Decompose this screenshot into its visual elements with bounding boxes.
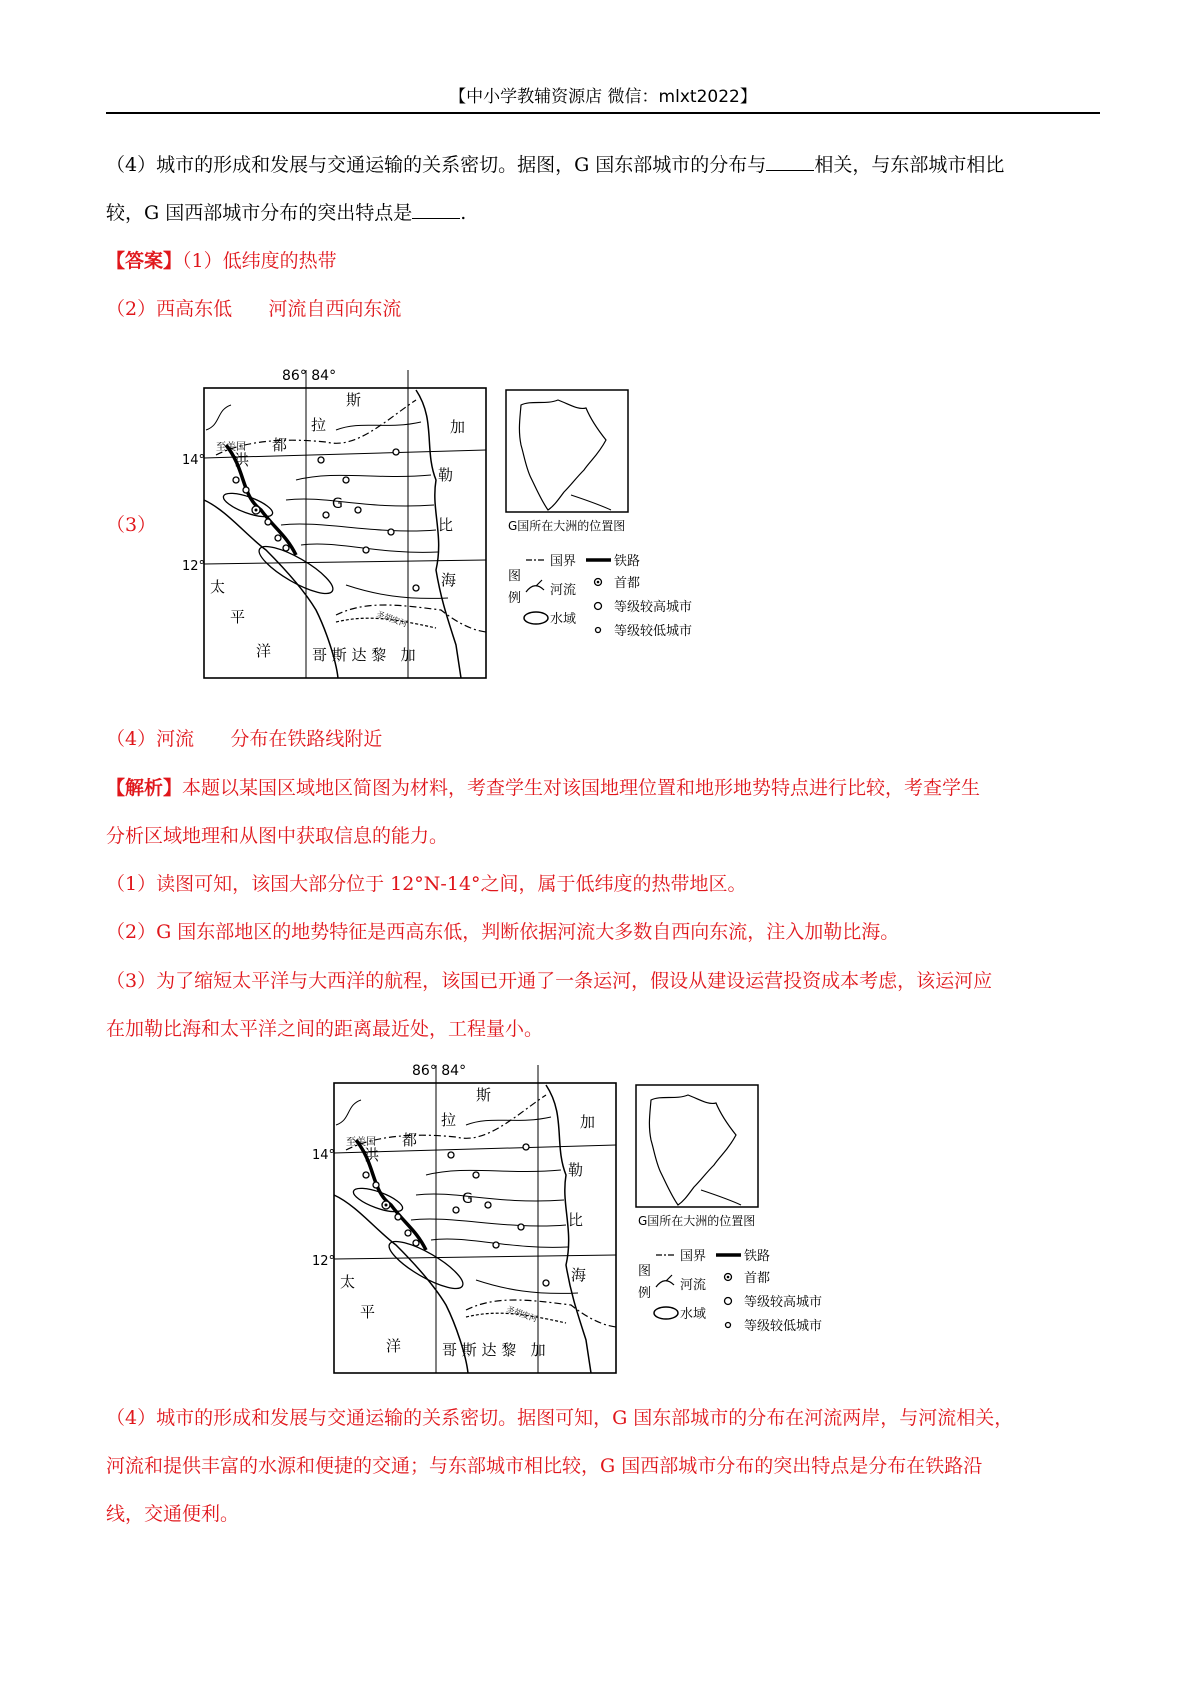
- region-map-svg: [182, 360, 746, 680]
- map-legend: [638, 1248, 822, 1334]
- central-america-outline: [571, 495, 611, 510]
- svg-text:洋: 洋: [256, 642, 272, 660]
- svg-text:圣胡安河: 圣胡安河: [505, 1304, 539, 1324]
- svg-text:等级较高城市: 等级较高城市: [614, 600, 693, 615]
- capital-marker: [385, 1204, 388, 1207]
- answer-line-4: （4）河流 分布在铁路线附近: [106, 728, 383, 750]
- svg-text:G国所在大洲的位置图: G国所在大洲的位置图: [508, 519, 626, 533]
- region-map-analysis: [312, 1055, 876, 1379]
- svg-text:洪: 洪: [234, 451, 250, 469]
- svg-text:比: 比: [568, 1211, 584, 1229]
- analysis-p1: （1）读图可知，该国大部分位于 12°N-14°之间，属于低纬度的热带地区。: [106, 873, 747, 895]
- analysis-intro-1: 【解析】本题以某国区域地区简图为材料，考查学生对该国地理位置和地形地势特点进行比较，考查学生: [106, 777, 981, 799]
- svg-text:例: 例: [508, 591, 522, 606]
- question-4-line-1: （4）城市的形成和发展与交通运输的关系密切。据图，G 国东部城市的分布与 相关，与东部城市相比: [106, 154, 1005, 176]
- svg-text:国界: 国界: [680, 1249, 707, 1264]
- svg-text:海: 海: [441, 571, 457, 589]
- svg-text:都: 都: [272, 436, 288, 454]
- svg-text:G国所在大洲的位置图: G国所在大洲的位置图: [638, 1214, 756, 1228]
- question-4-line-2: 较，G 国西部城市分布的突出特点是 .: [106, 202, 467, 224]
- svg-text:比: 比: [438, 516, 454, 534]
- svg-text:首都: 首都: [744, 1271, 771, 1286]
- analysis-intro-2: 分析区域地理和从图中获取信息的能力。: [106, 825, 449, 847]
- svg-text:哥 斯 达 黎 加: 哥 斯 达 黎 加: [312, 646, 416, 664]
- north-america-outline: [649, 1095, 736, 1205]
- svg-text:太: 太: [340, 1273, 356, 1291]
- svg-text:86° 84°: 86° 84°: [412, 1063, 467, 1079]
- answer-blank: [412, 202, 460, 219]
- analysis-p3-1: （3）为了缩短太平洋与大西洋的航程，该国已开通了一条运河，假设从建设运营投资成本考虑，该运河应: [106, 970, 993, 992]
- central-america-outline: [701, 1190, 741, 1205]
- capital-marker: [255, 509, 258, 512]
- svg-text:国界: 国界: [550, 554, 577, 569]
- svg-text:至美国: 至美国: [346, 1137, 376, 1148]
- svg-text:哥 斯 达 黎 加: 哥 斯 达 黎 加: [442, 1341, 546, 1359]
- svg-text:首都: 首都: [614, 576, 641, 591]
- svg-text:图: 图: [508, 569, 522, 584]
- answer-label: 【答案】: [106, 250, 183, 272]
- svg-text:铁路: 铁路: [614, 554, 641, 569]
- analysis-p4-2: 河流和提供丰富的水源和便捷的交通；与东部城市相比较，G 国西部城市分布的突出特点是分布在铁路沿: [106, 1455, 983, 1477]
- north-america-outline: [519, 400, 606, 510]
- analysis-p3-2: 在加勒比海和太平洋之间的距离最近处，工程量小。: [106, 1018, 544, 1040]
- svg-text:拉: 拉: [441, 1111, 457, 1129]
- svg-text:至美国: 至美国: [216, 442, 246, 453]
- svg-text:勒: 勒: [568, 1161, 584, 1179]
- page-header: 【中小学教辅资源店 微信：mlxt2022】: [106, 82, 1100, 114]
- svg-text:平: 平: [360, 1303, 376, 1321]
- analysis-p2: （2）G 国东部地区的地势特征是西高东低，判断依据河流大多数自西向东流，注入加勒比海。: [106, 921, 900, 943]
- svg-text:洪: 洪: [364, 1146, 380, 1164]
- svg-text:等级较低城市: 等级较低城市: [614, 624, 693, 639]
- svg-text:河流: 河流: [550, 583, 577, 598]
- svg-text:加: 加: [580, 1113, 596, 1131]
- svg-text:例: 例: [638, 1286, 652, 1301]
- svg-text:水域: 水域: [550, 612, 577, 627]
- svg-text:14°: 14°: [312, 1148, 336, 1163]
- map-legend: [508, 553, 692, 639]
- svg-text:加: 加: [450, 418, 466, 436]
- svg-text:G: G: [332, 496, 343, 512]
- inset-frame: [636, 1085, 758, 1207]
- svg-text:太: 太: [210, 578, 226, 596]
- analysis-p4-3: 线，交通便利。: [106, 1503, 240, 1525]
- svg-text:86° 84°: 86° 84°: [282, 368, 337, 384]
- answer-blank: [766, 154, 814, 171]
- svg-text:拉: 拉: [311, 416, 327, 434]
- svg-text:斯: 斯: [346, 391, 362, 409]
- inset-frame: [506, 390, 628, 512]
- svg-text:图: 图: [638, 1264, 652, 1279]
- region-map-answer: [182, 360, 746, 684]
- answer-line-2: （2）西高东低 河流自西向东流: [106, 298, 402, 320]
- svg-text:G: G: [462, 1191, 473, 1207]
- region-map-svg: [312, 1055, 876, 1375]
- answer-line-3: （3）: [106, 514, 157, 536]
- svg-text:等级较高城市: 等级较高城市: [744, 1295, 823, 1310]
- svg-text:铁路: 铁路: [744, 1249, 771, 1264]
- svg-text:等级较低城市: 等级较低城市: [744, 1319, 823, 1334]
- svg-text:水域: 水域: [680, 1307, 707, 1322]
- lake-nicaragua: [254, 539, 339, 602]
- svg-text:圣胡安河: 圣胡安河: [375, 609, 409, 629]
- lake-nicaragua: [384, 1234, 469, 1297]
- svg-text:海: 海: [571, 1266, 587, 1284]
- svg-text:都: 都: [402, 1131, 418, 1149]
- svg-text:洋: 洋: [386, 1337, 402, 1355]
- svg-text:斯: 斯: [476, 1086, 492, 1104]
- svg-text:平: 平: [230, 608, 246, 626]
- svg-text:河流: 河流: [680, 1278, 707, 1293]
- svg-text:12°: 12°: [312, 1254, 336, 1269]
- svg-text:14°: 14°: [182, 453, 206, 468]
- svg-text:12°: 12°: [182, 559, 206, 574]
- svg-text:勒: 勒: [438, 466, 454, 484]
- analysis-p4-1: （4）城市的形成和发展与交通运输的关系密切。据图可知，G 国东部城市的分布在河流两岸，与河流相关，: [106, 1407, 1014, 1429]
- analysis-label: 【解析】: [106, 777, 183, 799]
- answer-line-1: 【答案】（1）低纬度的热带: [106, 250, 337, 272]
